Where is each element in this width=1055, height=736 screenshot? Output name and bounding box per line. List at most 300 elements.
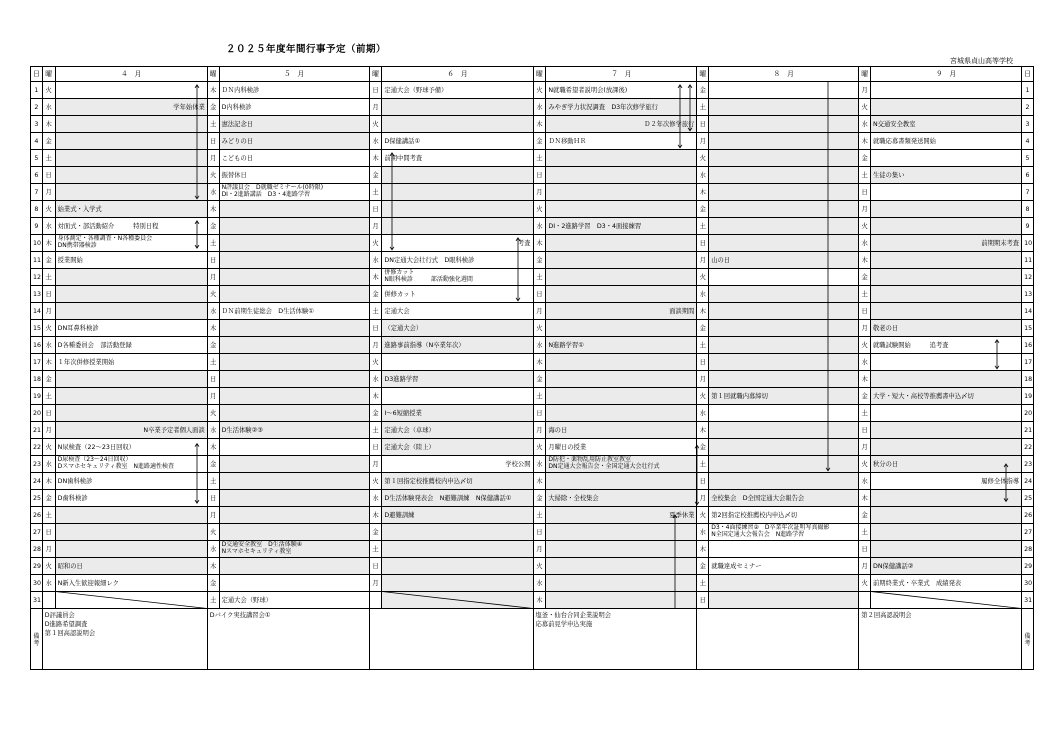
event-aug <box>709 439 859 456</box>
weekday-jul: 火 <box>533 558 546 575</box>
day-row <box>31 286 1034 303</box>
day-row <box>31 320 1034 337</box>
event-sep <box>871 269 1022 286</box>
event-sep <box>871 184 1022 201</box>
event-aug <box>709 286 859 303</box>
event-jul <box>546 320 697 337</box>
weekday-jul: 月 <box>533 303 546 320</box>
remarks-label-right: 備考 <box>1022 609 1034 670</box>
event-sep <box>871 218 1022 235</box>
weekday-jun: 月 <box>369 575 382 592</box>
event-sep <box>871 439 1022 456</box>
month-header-jun: ６ 月 <box>382 67 533 82</box>
weekday-may: 金 <box>207 218 219 235</box>
event-aug <box>709 184 859 201</box>
event-sep <box>871 303 1022 320</box>
event-jul: N就職希望者説明会(放課後) <box>546 82 697 99</box>
month-header-apr: ４ 月 <box>55 67 207 82</box>
day-number-right: 3 <box>1022 116 1034 133</box>
day-number-right: 15 <box>1022 320 1034 337</box>
day-number: 15 <box>31 320 43 337</box>
weekday-aug: 水 <box>697 286 709 303</box>
event-apr <box>55 405 207 422</box>
event-may <box>219 201 369 218</box>
event-jun <box>382 269 533 286</box>
remarks-may <box>207 609 369 670</box>
weekday-aug: 金 <box>697 82 709 99</box>
event-aug: 就職達成セミナー <box>709 558 859 575</box>
day-header-right: 日 <box>1022 67 1034 82</box>
event-jun <box>382 541 533 558</box>
weekday-header: 曜 <box>697 67 709 82</box>
event-jul <box>546 524 697 541</box>
page-title: ２０２５年度年間行事予定（前期） <box>226 44 387 55</box>
day-number: 2 <box>31 99 43 116</box>
weekday-sep: 月 <box>859 201 871 218</box>
weekday-may: 金 <box>207 456 219 473</box>
weekday-jun: 木 <box>369 507 382 524</box>
weekday-apr: 木 <box>42 116 55 133</box>
remarks-aug <box>697 609 859 670</box>
weekday-header: 曜 <box>369 67 382 82</box>
event-may: こどもの日 <box>219 150 369 167</box>
weekday-aug: 火 <box>697 150 709 167</box>
event-line: D交通安全教室 D生活体験④ <box>221 541 303 549</box>
weekday-may: 日 <box>207 371 219 388</box>
event-may <box>219 388 369 405</box>
day-row <box>31 201 1034 218</box>
event-sep <box>871 422 1022 439</box>
event-may <box>219 320 369 337</box>
event-apr: １年次併修授業開始 <box>55 354 207 371</box>
event-jul <box>546 592 697 609</box>
day-number-right: 24 <box>1022 473 1034 490</box>
event-sep: 敬老の日 <box>871 320 1022 337</box>
school-name: 宮城県貞山高等学校 <box>950 57 1013 65</box>
day-number: 16 <box>31 337 43 354</box>
event-sep <box>871 405 1022 422</box>
weekday-sep: 木 <box>859 133 871 150</box>
event-sep <box>871 99 1022 116</box>
weekday-aug: 土 <box>697 575 709 592</box>
weekday-may: 火 <box>207 167 219 184</box>
event-jun: 定通大会（卓球） <box>382 422 533 439</box>
header-row <box>31 67 1034 82</box>
weekday-sep: 水 <box>859 116 871 133</box>
weekday-jul: 月 <box>533 422 546 439</box>
event-aug <box>709 167 859 184</box>
day-number: 8 <box>31 201 43 218</box>
weekday-aug: 水 <box>697 405 709 422</box>
event-aug <box>709 303 859 320</box>
weekday-apr: 土 <box>42 150 55 167</box>
weekday-aug: 水 <box>697 524 709 541</box>
event-line: D3・4面接練習② D卒業年次証明写真撮影 <box>711 524 830 532</box>
event-aug <box>709 269 859 286</box>
event-jun: 定通大会（野球予備） <box>382 82 533 99</box>
weekday-apr: 金 <box>42 252 55 269</box>
event-apr <box>55 371 207 388</box>
event-may <box>219 371 369 388</box>
weekday-sep <box>859 592 871 609</box>
event-apr <box>55 116 207 133</box>
weekday-may: 火 <box>207 405 219 422</box>
weekday-may: 木 <box>207 82 219 99</box>
event-jul <box>546 201 697 218</box>
day-number: 17 <box>31 354 43 371</box>
weekday-jun: 火 <box>369 116 382 133</box>
weekday-jul: 日 <box>533 167 546 184</box>
event-jul <box>546 405 697 422</box>
event-jul <box>546 150 697 167</box>
event-sep <box>871 252 1022 269</box>
weekday-aug: 日 <box>697 116 709 133</box>
day-number: 4 <box>31 133 43 150</box>
day-number: 26 <box>31 507 43 524</box>
weekday-apr: 月 <box>42 303 55 320</box>
weekday-sep: 火 <box>859 218 871 235</box>
weekday-aug: 木 <box>697 303 709 320</box>
weekday-aug: 木 <box>697 184 709 201</box>
weekday-may: 火 <box>207 524 219 541</box>
weekday-may: 水 <box>207 541 219 558</box>
day-row <box>31 371 1034 388</box>
event-line: D防犯・薬物乱用防止教室教室 <box>548 456 631 464</box>
event-sep <box>871 82 1022 99</box>
weekday-jul: 木 <box>533 235 546 252</box>
event-sep <box>871 541 1022 558</box>
event-sep <box>871 150 1022 167</box>
weekday-jul: 金 <box>533 490 546 507</box>
day-row <box>31 490 1034 507</box>
remarks-jul <box>533 609 697 670</box>
weekday-jun: 金 <box>369 524 382 541</box>
weekday-may: 火 <box>207 286 219 303</box>
remark-item: 第２回高認説明会 <box>861 612 912 619</box>
event-may <box>219 473 369 490</box>
event-aug <box>709 524 859 541</box>
day-number-right: 20 <box>1022 405 1034 422</box>
event-sep <box>871 371 1022 388</box>
weekday-apr: 月 <box>42 422 55 439</box>
event-may <box>219 456 369 473</box>
weekday-may: 土 <box>207 473 219 490</box>
weekday-sep: 土 <box>859 286 871 303</box>
event-sep: 就職応募書類発送開始 <box>871 133 1022 150</box>
event-apr <box>55 235 207 252</box>
event-apr <box>55 133 207 150</box>
weekday-may: 水 <box>207 184 219 201</box>
day-number-right: 30 <box>1022 575 1034 592</box>
event-aug <box>709 371 859 388</box>
event-jun: 前期中間考査 <box>382 150 533 167</box>
day-row <box>31 337 1034 354</box>
event-sep <box>871 524 1022 541</box>
day-number-right: 29 <box>1022 558 1034 575</box>
weekday-apr: 水 <box>42 337 55 354</box>
weekday-apr: 月 <box>42 184 55 201</box>
weekday-apr: 日 <box>42 286 55 303</box>
weekday-aug: 月 <box>697 133 709 150</box>
weekday-jul: 金 <box>533 252 546 269</box>
weekday-sep: 火 <box>859 456 871 473</box>
event-apr <box>55 82 207 99</box>
weekday-jun: 金 <box>369 167 382 184</box>
event-aug <box>709 473 859 490</box>
weekday-jun: 月 <box>369 218 382 235</box>
day-number-right: 7 <box>1022 184 1034 201</box>
event-apr: 始業式・入学式 <box>55 201 207 218</box>
event-may: 振替休日 <box>219 167 369 184</box>
event-apr: D各種委員会 部活動登録 <box>55 337 207 354</box>
weekday-jul: 水 <box>533 456 546 473</box>
weekday-may: 木 <box>207 320 219 337</box>
weekday-may: 日 <box>207 490 219 507</box>
weekday-jun: 土 <box>369 541 382 558</box>
weekday-jun: 日 <box>369 320 382 337</box>
event-sep: 秋分の日 <box>871 456 1022 473</box>
weekday-jun: 土 <box>369 184 382 201</box>
event-may <box>219 524 369 541</box>
weekday-sep: 木 <box>859 371 871 388</box>
event-jun <box>382 116 533 133</box>
weekday-jun: 日 <box>369 201 382 218</box>
weekday-apr: 月 <box>42 541 55 558</box>
weekday-may: 金 <box>207 99 219 116</box>
event-aug <box>709 422 859 439</box>
event-line: DN定通大会報告会・全国定通大会壮行式 <box>548 463 660 470</box>
event-jul: 夏季休業 <box>546 507 697 524</box>
weekday-may: 木 <box>207 439 219 456</box>
weekday-may: 土 <box>207 235 219 252</box>
event-jun: DN定通大会壮行式 D眼科検診 <box>382 252 533 269</box>
weekday-may: 水 <box>207 303 219 320</box>
day-row <box>31 235 1034 252</box>
weekday-apr: 水 <box>42 218 55 235</box>
weekday-apr <box>42 592 55 609</box>
event-line: Dスマホセキュリティ教室 N進路適性検査 <box>57 463 175 470</box>
day-number: 1 <box>31 82 43 99</box>
event-jun: D3進路学習 <box>382 371 533 388</box>
day-number-right: 26 <box>1022 507 1034 524</box>
day-number-right: 21 <box>1022 422 1034 439</box>
weekday-sep: 木 <box>859 252 871 269</box>
weekday-aug: 金 <box>697 201 709 218</box>
day-number: 24 <box>31 473 43 490</box>
event-line: Nスマホセキュリティ教室 <box>221 548 292 555</box>
event-apr: DN歯科検診 <box>55 473 207 490</box>
weekday-apr: 火 <box>42 439 55 456</box>
weekday-may: 月 <box>207 507 219 524</box>
weekday-apr: 水 <box>42 456 55 473</box>
event-aug <box>709 592 859 609</box>
event-jul <box>546 456 697 473</box>
weekday-apr: 金 <box>42 371 55 388</box>
weekday-apr: 金 <box>42 133 55 150</box>
weekday-jul: 金 <box>533 371 546 388</box>
day-number-right: 11 <box>1022 252 1034 269</box>
day-number: 31 <box>31 592 43 609</box>
schedule-table <box>30 66 1034 670</box>
event-jun <box>382 592 533 609</box>
weekday-jun: 日 <box>369 439 382 456</box>
event-may: ＤＮ内科検診 <box>219 82 369 99</box>
event-apr <box>55 150 207 167</box>
event-line: DⅠ・2進路講話 D3・4進路学習 <box>221 191 311 198</box>
month-header-sep: ９ 月 <box>871 67 1022 82</box>
weekday-sep: 金 <box>859 388 871 405</box>
weekday-jun: 水 <box>369 490 382 507</box>
event-aug <box>709 133 859 150</box>
month-header-may: ５ 月 <box>219 67 369 82</box>
day-row <box>31 405 1034 422</box>
day-row <box>31 218 1034 235</box>
event-aug <box>709 320 859 337</box>
remark-item: 応募前見学申込実施 <box>535 621 593 628</box>
event-may: ＤＮ前期生徒総会 D生活体験① <box>219 303 369 320</box>
event-sep <box>871 490 1022 507</box>
event-aug <box>709 337 859 354</box>
weekday-sep: 金 <box>859 150 871 167</box>
weekday-aug: 木 <box>697 422 709 439</box>
event-aug: 山の日 <box>709 252 859 269</box>
weekday-sep: 月 <box>859 320 871 337</box>
day-number: 28 <box>31 541 43 558</box>
event-line: 併修カット <box>384 269 415 277</box>
event-jul: 面談期間 <box>546 303 697 320</box>
day-number-right: 10 <box>1022 235 1034 252</box>
weekday-jun: 土 <box>369 303 382 320</box>
day-number-right: 2 <box>1022 99 1034 116</box>
weekday-aug: 日 <box>697 354 709 371</box>
weekday-may: 日 <box>207 133 219 150</box>
weekday-jul: 水 <box>533 337 546 354</box>
event-may <box>219 490 369 507</box>
remark-item: D進路希望調査 <box>44 621 88 628</box>
weekday-apr: 木 <box>42 235 55 252</box>
event-jul <box>546 167 697 184</box>
event-jun <box>382 184 533 201</box>
weekday-sep: 水 <box>859 354 871 371</box>
day-number: 25 <box>31 490 43 507</box>
day-number: 6 <box>31 167 43 184</box>
weekday-may: 月 <box>207 269 219 286</box>
event-apr: 対面式・部活動紹介 特別日程 <box>55 218 207 235</box>
day-row <box>31 439 1034 456</box>
event-aug <box>709 201 859 218</box>
weekday-apr: 土 <box>42 388 55 405</box>
event-may <box>219 354 369 371</box>
event-may <box>219 235 369 252</box>
event-aug <box>709 150 859 167</box>
event-jun <box>382 354 533 371</box>
event-apr <box>55 167 207 184</box>
event-jun: 第１回指定校推薦校内申込〆切 <box>382 473 533 490</box>
weekday-sep: 木 <box>859 490 871 507</box>
day-number-right: 23 <box>1022 456 1034 473</box>
day-row <box>31 507 1034 524</box>
day-number: 5 <box>31 150 43 167</box>
event-may <box>219 252 369 269</box>
weekday-sep: 日 <box>859 184 871 201</box>
day-number: 30 <box>31 575 43 592</box>
weekday-apr: 日 <box>42 524 55 541</box>
weekday-jul: 水 <box>533 575 546 592</box>
event-line: D尿検査（23～24日回収） <box>57 456 132 464</box>
event-may: D内科検診 <box>219 99 369 116</box>
day-row <box>31 473 1034 490</box>
weekday-aug: 火 <box>697 507 709 524</box>
event-jun: （定通大会） <box>382 320 533 337</box>
event-apr: 学年始休業 <box>55 99 207 116</box>
day-number: 12 <box>31 269 43 286</box>
weekday-jun: 日 <box>369 558 382 575</box>
weekday-apr: 火 <box>42 558 55 575</box>
event-sep: 履修全体指導 <box>871 473 1022 490</box>
event-jul <box>546 269 697 286</box>
event-aug <box>709 575 859 592</box>
day-number-right: 6 <box>1022 167 1034 184</box>
event-apr <box>55 388 207 405</box>
weekday-jun: 日 <box>369 82 382 99</box>
day-number-right: 18 <box>1022 371 1034 388</box>
weekday-may: 月 <box>207 150 219 167</box>
event-sep: DN保健講話② <box>871 558 1022 575</box>
weekday-jul: 木 <box>533 592 546 609</box>
weekday-jul: 日 <box>533 524 546 541</box>
weekday-jul: 土 <box>533 507 546 524</box>
event-jul: 海の日 <box>546 422 697 439</box>
day-number: 22 <box>31 439 43 456</box>
event-jul <box>546 388 697 405</box>
weekday-aug: 土 <box>697 337 709 354</box>
event-jul <box>546 235 697 252</box>
day-row <box>31 354 1034 371</box>
event-jul <box>546 252 697 269</box>
weekday-aug: 月 <box>697 490 709 507</box>
weekday-jun: 木 <box>369 388 382 405</box>
event-apr <box>55 507 207 524</box>
event-line: 身体測定・各種調査・N各種委員会 <box>57 235 153 243</box>
event-jul: DⅠ・2進路学習 D3・4面接練習 <box>546 218 697 235</box>
day-row <box>31 524 1034 541</box>
event-apr <box>55 303 207 320</box>
weekday-header: 曜 <box>533 67 546 82</box>
day-row <box>31 388 1034 405</box>
event-apr: 昭和の日 <box>55 558 207 575</box>
weekday-jul: 土 <box>533 150 546 167</box>
weekday-header: 曜 <box>859 67 871 82</box>
event-jun: 併修カット <box>382 286 533 303</box>
event-may <box>219 405 369 422</box>
weekday-aug: 土 <box>697 218 709 235</box>
weekday-aug: 日 <box>697 235 709 252</box>
event-aug <box>709 82 859 99</box>
day-row <box>31 82 1034 99</box>
remark-item: D評議員会 <box>44 612 75 619</box>
event-apr: 授業開始 <box>55 252 207 269</box>
event-sep <box>871 201 1022 218</box>
event-jul: Ｄ２年次修学旅行 <box>546 116 697 133</box>
event-line: N全国定通大会報告会 N進路学習 <box>711 531 805 538</box>
event-sep: 大学・短大・高校等推薦書申込〆切 <box>871 388 1022 405</box>
day-row <box>31 541 1034 558</box>
weekday-jun: 金 <box>369 286 382 303</box>
event-jul: ＤＮ移動ＨＲ <box>546 133 697 150</box>
weekday-jul: 木 <box>533 116 546 133</box>
event-sep <box>871 507 1022 524</box>
weekday-may: 月 <box>207 388 219 405</box>
